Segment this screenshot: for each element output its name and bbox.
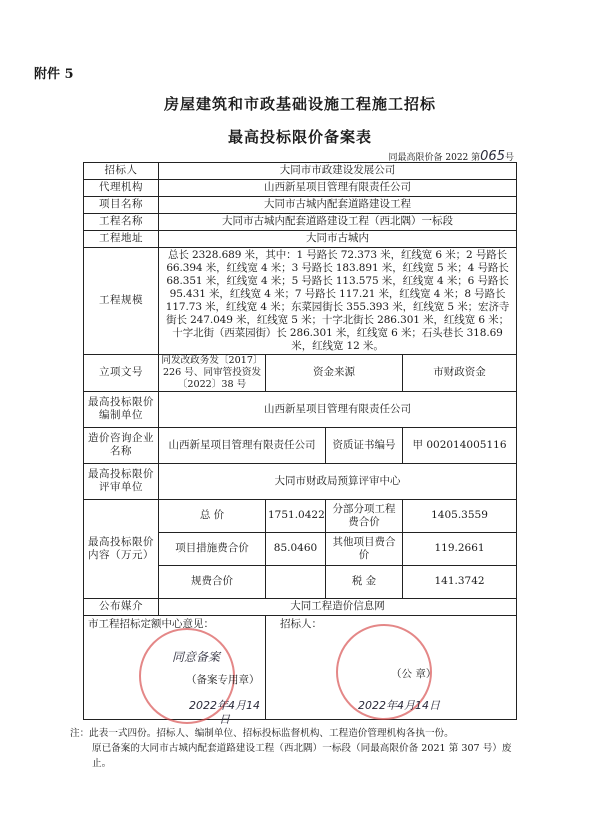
- row-price-1: [84, 499, 517, 532]
- total-price-value: 1751.0422: [266, 499, 326, 532]
- row-works-name: [84, 214, 517, 231]
- works-name-value: 大同市古城内配套道路建设工程（西北隅）一标段: [159, 214, 517, 231]
- measure-price-value: 85.0460: [266, 532, 326, 565]
- row-approval: [84, 355, 517, 392]
- row-opinion: [84, 615, 517, 719]
- agent-label: 代理机构: [84, 180, 159, 197]
- row-tenderer: [84, 163, 517, 180]
- cert-label: 资质证书编号: [326, 427, 403, 463]
- tenderer-opinion-cell: [266, 615, 517, 719]
- scale-label: 工程规模: [84, 248, 159, 355]
- approval-label: 立项文号: [84, 355, 159, 392]
- row-agent: [84, 180, 517, 197]
- center-opinion-date: 2022年4月14日: [189, 698, 260, 726]
- works-name-label: 工程名称: [84, 214, 159, 231]
- form-title-line2: 最高投标限价备案表: [227, 128, 372, 146]
- other-price-value: 119.2661: [403, 532, 517, 565]
- total-price-label: 总 价: [159, 499, 266, 532]
- row-consult: [84, 427, 517, 463]
- compiler-value: 山西新星项目管理有限责任公司: [159, 391, 517, 427]
- reviewer-label: 最高投标限价评审单位: [84, 463, 159, 499]
- cert-value: 甲 002014005116: [403, 427, 517, 463]
- row-reviewer: [84, 463, 517, 499]
- tax-value: 141.3742: [403, 565, 517, 598]
- scale-value: 总长 2328.689 米，其中：1 号路长 72.373 米，红线宽 6 米；2 号路长 66.394 米，红线宽 4 米；3 号路长 183.891 米，红线宽 5 米；4 号路长 68.351 米，红线宽 4 米；5 号路长 113.575 米，红线宽 4 米；6 号路长 95.431 米，红线宽 4 米；7 号路长 117.21 米，红线宽 4 米；8 号路长 117.73 米，红线宽 4 米；东菜园街长 355.393 米，红线宽 5 米；宏济寺街长 247.049 米，红线宽 5 米；十字北街长 286.301 米，红线宽 6 米；十字北街（西菜园街）长 286.301 米，红线宽 6 米；石头巷长 318.69 米，红线宽 12 米。: [159, 248, 517, 355]
- fee-price-value: [266, 565, 326, 598]
- form-title-line1: 房屋建筑和市政基础设施工程施工招标: [163, 95, 436, 113]
- record-handwritten-no: 065: [480, 149, 505, 164]
- works-address-value: 大同市古城内: [159, 231, 517, 248]
- record-prefix: 同最高限价备 2022 第: [388, 153, 481, 163]
- filing-form-table: [83, 162, 517, 726]
- price-label: 最高投标限价内容（万元）: [84, 499, 159, 598]
- tenderer-label: 招标人: [84, 163, 159, 180]
- note-line-2: 原已备案的大同市古城内配套道路建设工程（西北隅）一标段（同最高限价备 2021 第 307 号）废止。: [92, 742, 512, 769]
- project-name-value: 大同市古城内配套道路建设工程: [159, 197, 517, 214]
- center-opinion-label: 市工程招标定额中心意见：: [88, 617, 214, 630]
- footnotes: [70, 727, 530, 772]
- tenderer-value: 大同市市政建设发展公司: [159, 163, 517, 180]
- row-scale: [84, 248, 517, 355]
- tenderer-sign-label: 招标人：: [280, 617, 322, 630]
- sub-price-value: 1405.3559: [403, 499, 517, 532]
- consult-value: 山西新星项目管理有限责任公司: [159, 427, 326, 463]
- media-label: 公布媒介: [84, 598, 159, 615]
- works-address-label: 工程地址: [84, 231, 159, 248]
- center-opinion-cell: [84, 615, 266, 726]
- center-stamp-note: （备案专用章）: [186, 673, 260, 686]
- row-media: [84, 598, 517, 615]
- tenderer-opinion-date: 2022年4月14日: [358, 698, 440, 712]
- project-name-label: 项目名称: [84, 197, 159, 214]
- row-project-name: [84, 197, 517, 214]
- row-compiler: [84, 391, 517, 427]
- record-suffix: 号: [504, 153, 514, 163]
- compiler-label: 最高投标限价编制单位: [84, 391, 159, 427]
- attachment-label: 附件 5: [34, 67, 74, 82]
- consult-label: 造价咨询企业名称: [84, 427, 159, 463]
- reviewer-value: 大同市财政局预算评审中心: [159, 463, 517, 499]
- approval-value: 同发改政务发〔2017〕226 号、同审管投资发〔2022〕38 号: [159, 355, 266, 392]
- tax-label: 税 金: [326, 565, 403, 598]
- measure-price-label: 项目措施费合价: [159, 532, 266, 565]
- center-stamp-handwriting: 同意备案: [172, 649, 221, 664]
- fee-price-label: 规费合价: [159, 565, 266, 598]
- other-price-label: 其他项目费合价: [326, 532, 403, 565]
- fund-source-label: 资金来源: [266, 355, 403, 392]
- sub-price-label: 分部分项工程费合价: [326, 499, 403, 532]
- note-line-1: 注：此表一式四份。招标人、编制单位、招标投标监督机构、工程造价管理机构各执一份。: [70, 728, 454, 739]
- agent-value: 山西新星项目管理有限责任公司: [159, 180, 517, 197]
- row-works-address: [84, 231, 517, 248]
- tenderer-seal-note: （公 章）: [391, 667, 437, 680]
- fund-source-value: 市财政资金: [403, 355, 517, 392]
- media-value: 大同工程造价信息网: [159, 598, 517, 615]
